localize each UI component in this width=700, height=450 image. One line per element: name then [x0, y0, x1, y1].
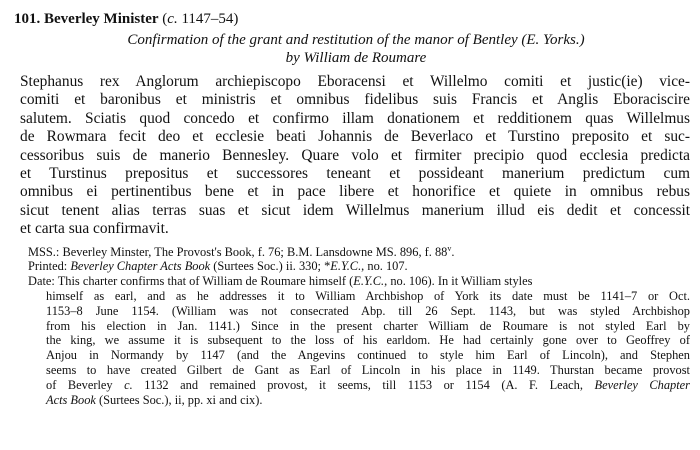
date-note-line: the king, we assume it is subsequent to the loss of his earldom. He had certainly gone over to Geoffrey of [46, 333, 690, 348]
mss-end: . [451, 244, 455, 259]
date-note-line [28, 393, 690, 408]
date-range: 1147–54) [177, 11, 239, 27]
date-open-paren: ( [162, 11, 168, 27]
printed-end: , no. 107. [361, 259, 408, 274]
charter-line: sicut tenent alias terras suas et sicut idem Willelmus manerium illud eis dedit et concessit [20, 201, 690, 219]
charter-line: Stephanus rex Anglorum archiepiscopo Eboracensi et Willelmo comiti et justic(ie) vice- [20, 73, 690, 90]
mss-note [28, 245, 690, 260]
date-text: , no. 106). In it William styles [384, 274, 533, 289]
date-note-line: himself as earl, and as he addresses it to William Archbishop of York its date must be 1141–7 or Oct. [46, 289, 690, 304]
charter-line: omnibus ei pertinentibus bene et in pace libere et honorifice et quiete in omnibus rebus [20, 183, 690, 201]
mss-label: MSS.: [28, 244, 60, 259]
charter-subtitle [14, 31, 690, 67]
date-circa: c. [167, 11, 178, 27]
date-eyc: E.Y.C. [353, 274, 385, 289]
printed-eyc: E.Y.C. [330, 259, 362, 274]
printed-text: (Surtees Soc.) ii. 330; * [210, 259, 331, 274]
date-note-line [28, 378, 690, 393]
date-book-title-cont: Acts Book [46, 392, 96, 407]
printed-note [28, 259, 690, 274]
mss-superscript: v [447, 243, 452, 253]
date-label: Date: [28, 274, 55, 289]
date-note-line: 1153–8 June 1154. (William was not consecrated Abp. till 26 Sept. 1143, but was styled Archbishop [46, 303, 690, 318]
subtitle-line-2: by William de Roumare [285, 50, 427, 66]
charter-line: comiti et baronibus et ministris et omnibus fidelibus suis Francis et Anglis Eboraciscire [20, 91, 690, 109]
subtitle-line-1: Confirmation of the grant and restitution of the manor of Bentley (E. Yorks.) [127, 32, 585, 48]
date-text: of Beverley [46, 377, 125, 392]
date-text: 1132 and remained provost, it seems, till 1153 or 1154 (A. F. Leach, [132, 377, 595, 392]
printed-label: Printed: [28, 259, 68, 274]
date-circa-note: c. [124, 377, 133, 392]
date-note-line [28, 274, 690, 289]
charter-heading [14, 10, 690, 29]
charter-line: cessoribus suis de manerio Bennesley. Quare volo et firmiter precipio quod ecclesia predicta [20, 146, 690, 164]
charter-line: salutem. Sciatis quod concedo et confirmo illam donationem et redditionem quas Willelmus [20, 109, 690, 127]
charter-date [162, 11, 238, 27]
date-note-line: seems to have created Gilbert de Gant as Earl of Lincoln in his place in 1149. Thurstan became provost [46, 363, 690, 378]
charter-line: et Turstinus prepositus et successores teneant et possideant manerium predictum cum [20, 165, 690, 183]
printed-book-title: Beverley Chapter Acts Book [70, 259, 211, 274]
charter-name: Beverley Minister [44, 11, 159, 27]
date-note-line: Anjou in Normandy by 1147 (and the Angevins continued to style him Earl of Lincoln), and Stephen [46, 348, 690, 363]
mss-text: Beverley Minster, The Provost's Book, f. 76; B.M. Lansdowne MS. 896, f. 88 [59, 244, 448, 259]
date-book-title: Beverley Chapter [594, 377, 690, 392]
date-text: This charter confirms that of William de Roumare himself ( [54, 274, 354, 289]
charter-number: 101. [14, 11, 41, 27]
charter-text [14, 73, 690, 239]
date-text: (Surtees Soc.), ii, pp. xi and cix). [95, 392, 263, 407]
editorial-notes [14, 245, 690, 408]
charter-line: de Rowmara fecit deo et ecclesie beati Johannis de Beverlaco et Turstino preposito et suc- [20, 128, 690, 146]
charter-line: et carta sua confirmavit. [20, 220, 169, 238]
date-note-line: from his election in Jan. 1141.) Since in the present charter William de Roumare is not styled Earl by [46, 318, 690, 333]
